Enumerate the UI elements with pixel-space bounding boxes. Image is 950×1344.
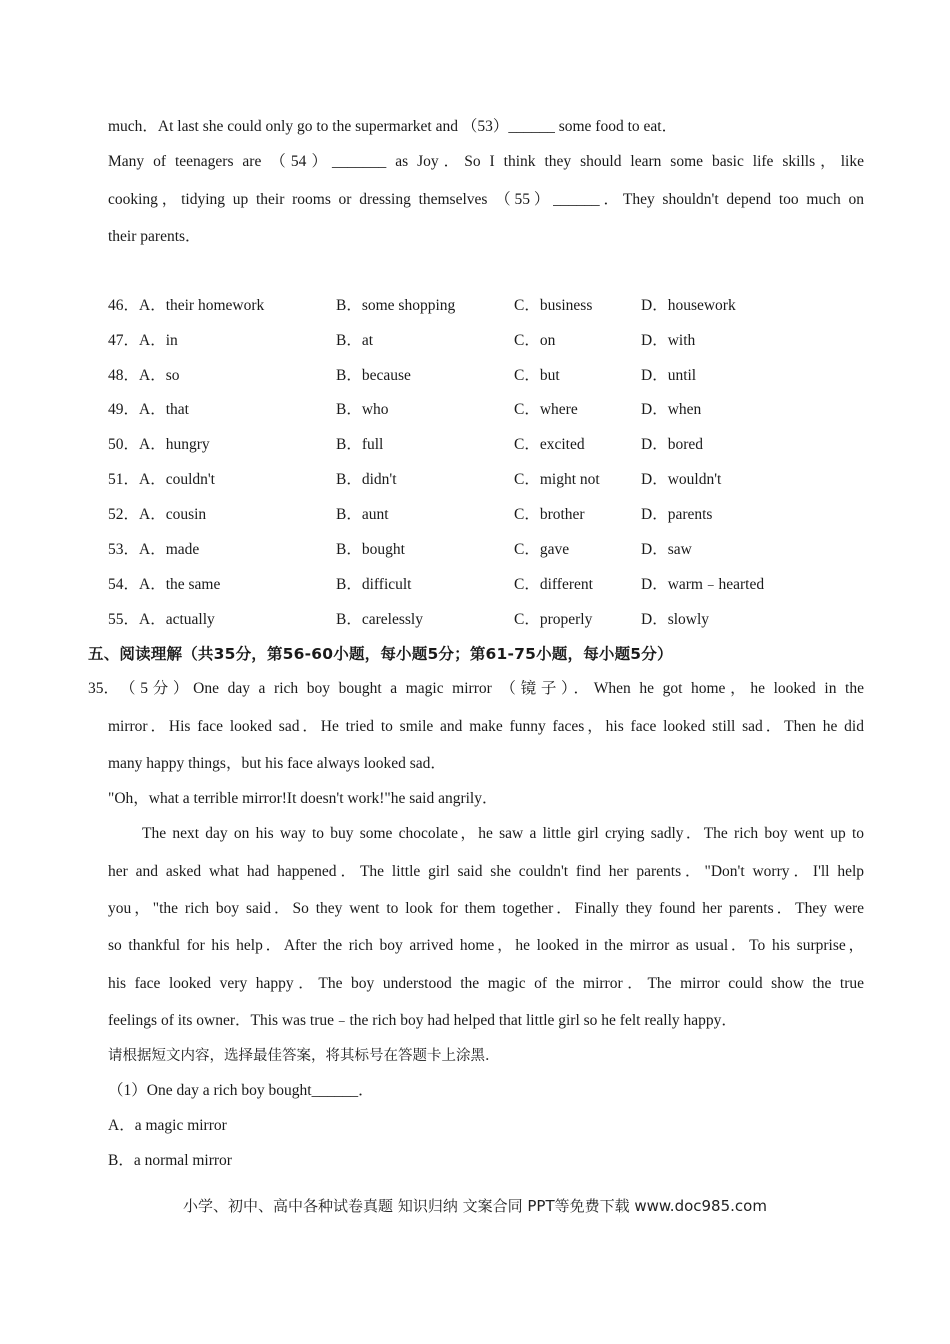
- option-d: D．saw: [641, 541, 692, 558]
- option-b: B．didn't: [336, 471, 397, 488]
- passage-line: her and asked what had happened．The little girl said she couldn't find her parents．"Don't worry．I'll help: [108, 863, 864, 880]
- option-row-49: [108, 400, 864, 420]
- sub-question-1: （1）One day a rich boy bought______．: [108, 1082, 374, 1099]
- option-a: 52．A．cousin: [108, 506, 207, 523]
- option-d: D．warm﹣hearted: [641, 576, 765, 593]
- option-row-52: [108, 505, 864, 525]
- answer-option-a: A．a magic mirror: [108, 1117, 227, 1134]
- option-d: D．bored: [641, 436, 703, 453]
- option-c: C．business: [514, 297, 593, 314]
- passage-line: mirror．His face looked sad．He tried to smile and make funny faces，his face looked still sad．Then he did: [108, 718, 864, 735]
- option-row-51: [108, 470, 864, 490]
- passage-line: cooking，tidying up their rooms or dressing themselves （55）______．They shouldn't depend too much on: [108, 191, 864, 208]
- option-d: D．parents: [641, 506, 713, 523]
- option-a: 55．A．actually: [108, 611, 215, 628]
- option-c: C．might not: [514, 471, 600, 488]
- instruction: 请根据短文内容，选择最佳答案，将其标号在答题卡上涂黑．: [108, 1048, 500, 1064]
- option-row-48: [108, 366, 864, 386]
- option-c: C．on: [514, 332, 556, 349]
- option-a: 50．A．hungry: [108, 436, 210, 453]
- option-row-53: [108, 540, 864, 560]
- option-d: D．housework: [641, 297, 736, 314]
- option-a: 54．A．the same: [108, 576, 221, 593]
- passage-line: their parents．: [108, 228, 201, 245]
- option-b: B．some shopping: [336, 297, 456, 314]
- passage-line: so thankful for his help．After the rich boy arrived home，he looked in the mirror as usual．To his surprise，: [108, 937, 864, 954]
- option-c: C．properly: [514, 611, 593, 628]
- option-row-54: [108, 575, 864, 595]
- passage-line: Many of teenagers are （54）_______ as Joy．So I think they should learn some basic life skills，like: [108, 153, 864, 170]
- option-a: 46．A．their homework: [108, 297, 265, 314]
- passage-line: feelings of its owner．This was true﹣the rich boy had helped that little girl so he felt really happy．: [108, 1012, 737, 1029]
- option-c: C．excited: [514, 436, 585, 453]
- option-c: C．where: [514, 401, 578, 418]
- page-footer: 小学、初中、高中各种试卷真题 知识归纳 文案合同 PPT等免费下载 www.doc985.com: [183, 1197, 767, 1215]
- passage-line: The next day on his way to buy some chocolate，he saw a little girl crying sadly．The rich boy went up to: [142, 825, 864, 842]
- option-row-55: [108, 610, 864, 630]
- question-number: 35．: [88, 680, 120, 697]
- passage-line: （5分）One day a rich boy bought a magic mirror （镜子）．When he got home，he looked in the: [120, 680, 864, 697]
- option-c: C．but: [514, 367, 560, 384]
- option-d: D．with: [641, 332, 696, 349]
- option-a: 49．A．that: [108, 401, 189, 418]
- passage-line: his face looked very happy．The boy understood the magic of the mirror．The mirror could show the true: [108, 975, 864, 992]
- option-d: D．until: [641, 367, 697, 384]
- option-b: B．at: [336, 332, 374, 349]
- option-b: B．aunt: [336, 506, 389, 523]
- option-c: C．brother: [514, 506, 585, 523]
- passage-line: "Oh，what a terrible mirror!It doesn't work!"he said angrily．: [108, 790, 498, 807]
- option-d: D．wouldn't: [641, 471, 722, 488]
- option-row-46: [108, 296, 864, 316]
- option-b: B．carelessly: [336, 611, 423, 628]
- option-a: 53．A．made: [108, 541, 200, 558]
- option-c: C．different: [514, 576, 593, 593]
- passage-line: many happy things，but his face always looked sad．: [108, 755, 446, 772]
- option-b: B．difficult: [336, 576, 412, 593]
- option-a: 51．A．couldn't: [108, 471, 215, 488]
- option-row-50: [108, 435, 864, 455]
- option-row-47: [108, 331, 864, 351]
- section-title: 五、阅读理解（共35分，第56-60小题，每小题5分；第61-75小题，每小题5分）: [88, 645, 673, 663]
- option-b: B．because: [336, 367, 411, 384]
- passage-line: you，"the rich boy said．So they went to look for them together．Finally they found her parents．They were: [108, 900, 864, 917]
- option-a: 47．A．in: [108, 332, 178, 349]
- answer-option-b: B．a normal mirror: [108, 1152, 232, 1169]
- passage-line: much．At last she could only go to the supermarket and （53）______ some food to eat．: [108, 118, 678, 135]
- option-d: D．when: [641, 401, 702, 418]
- option-c: C．gave: [514, 541, 570, 558]
- option-b: B．bought: [336, 541, 405, 558]
- option-d: D．slowly: [641, 611, 710, 628]
- option-b: B．who: [336, 401, 389, 418]
- option-b: B．full: [336, 436, 384, 453]
- option-a: 48．A．so: [108, 367, 180, 384]
